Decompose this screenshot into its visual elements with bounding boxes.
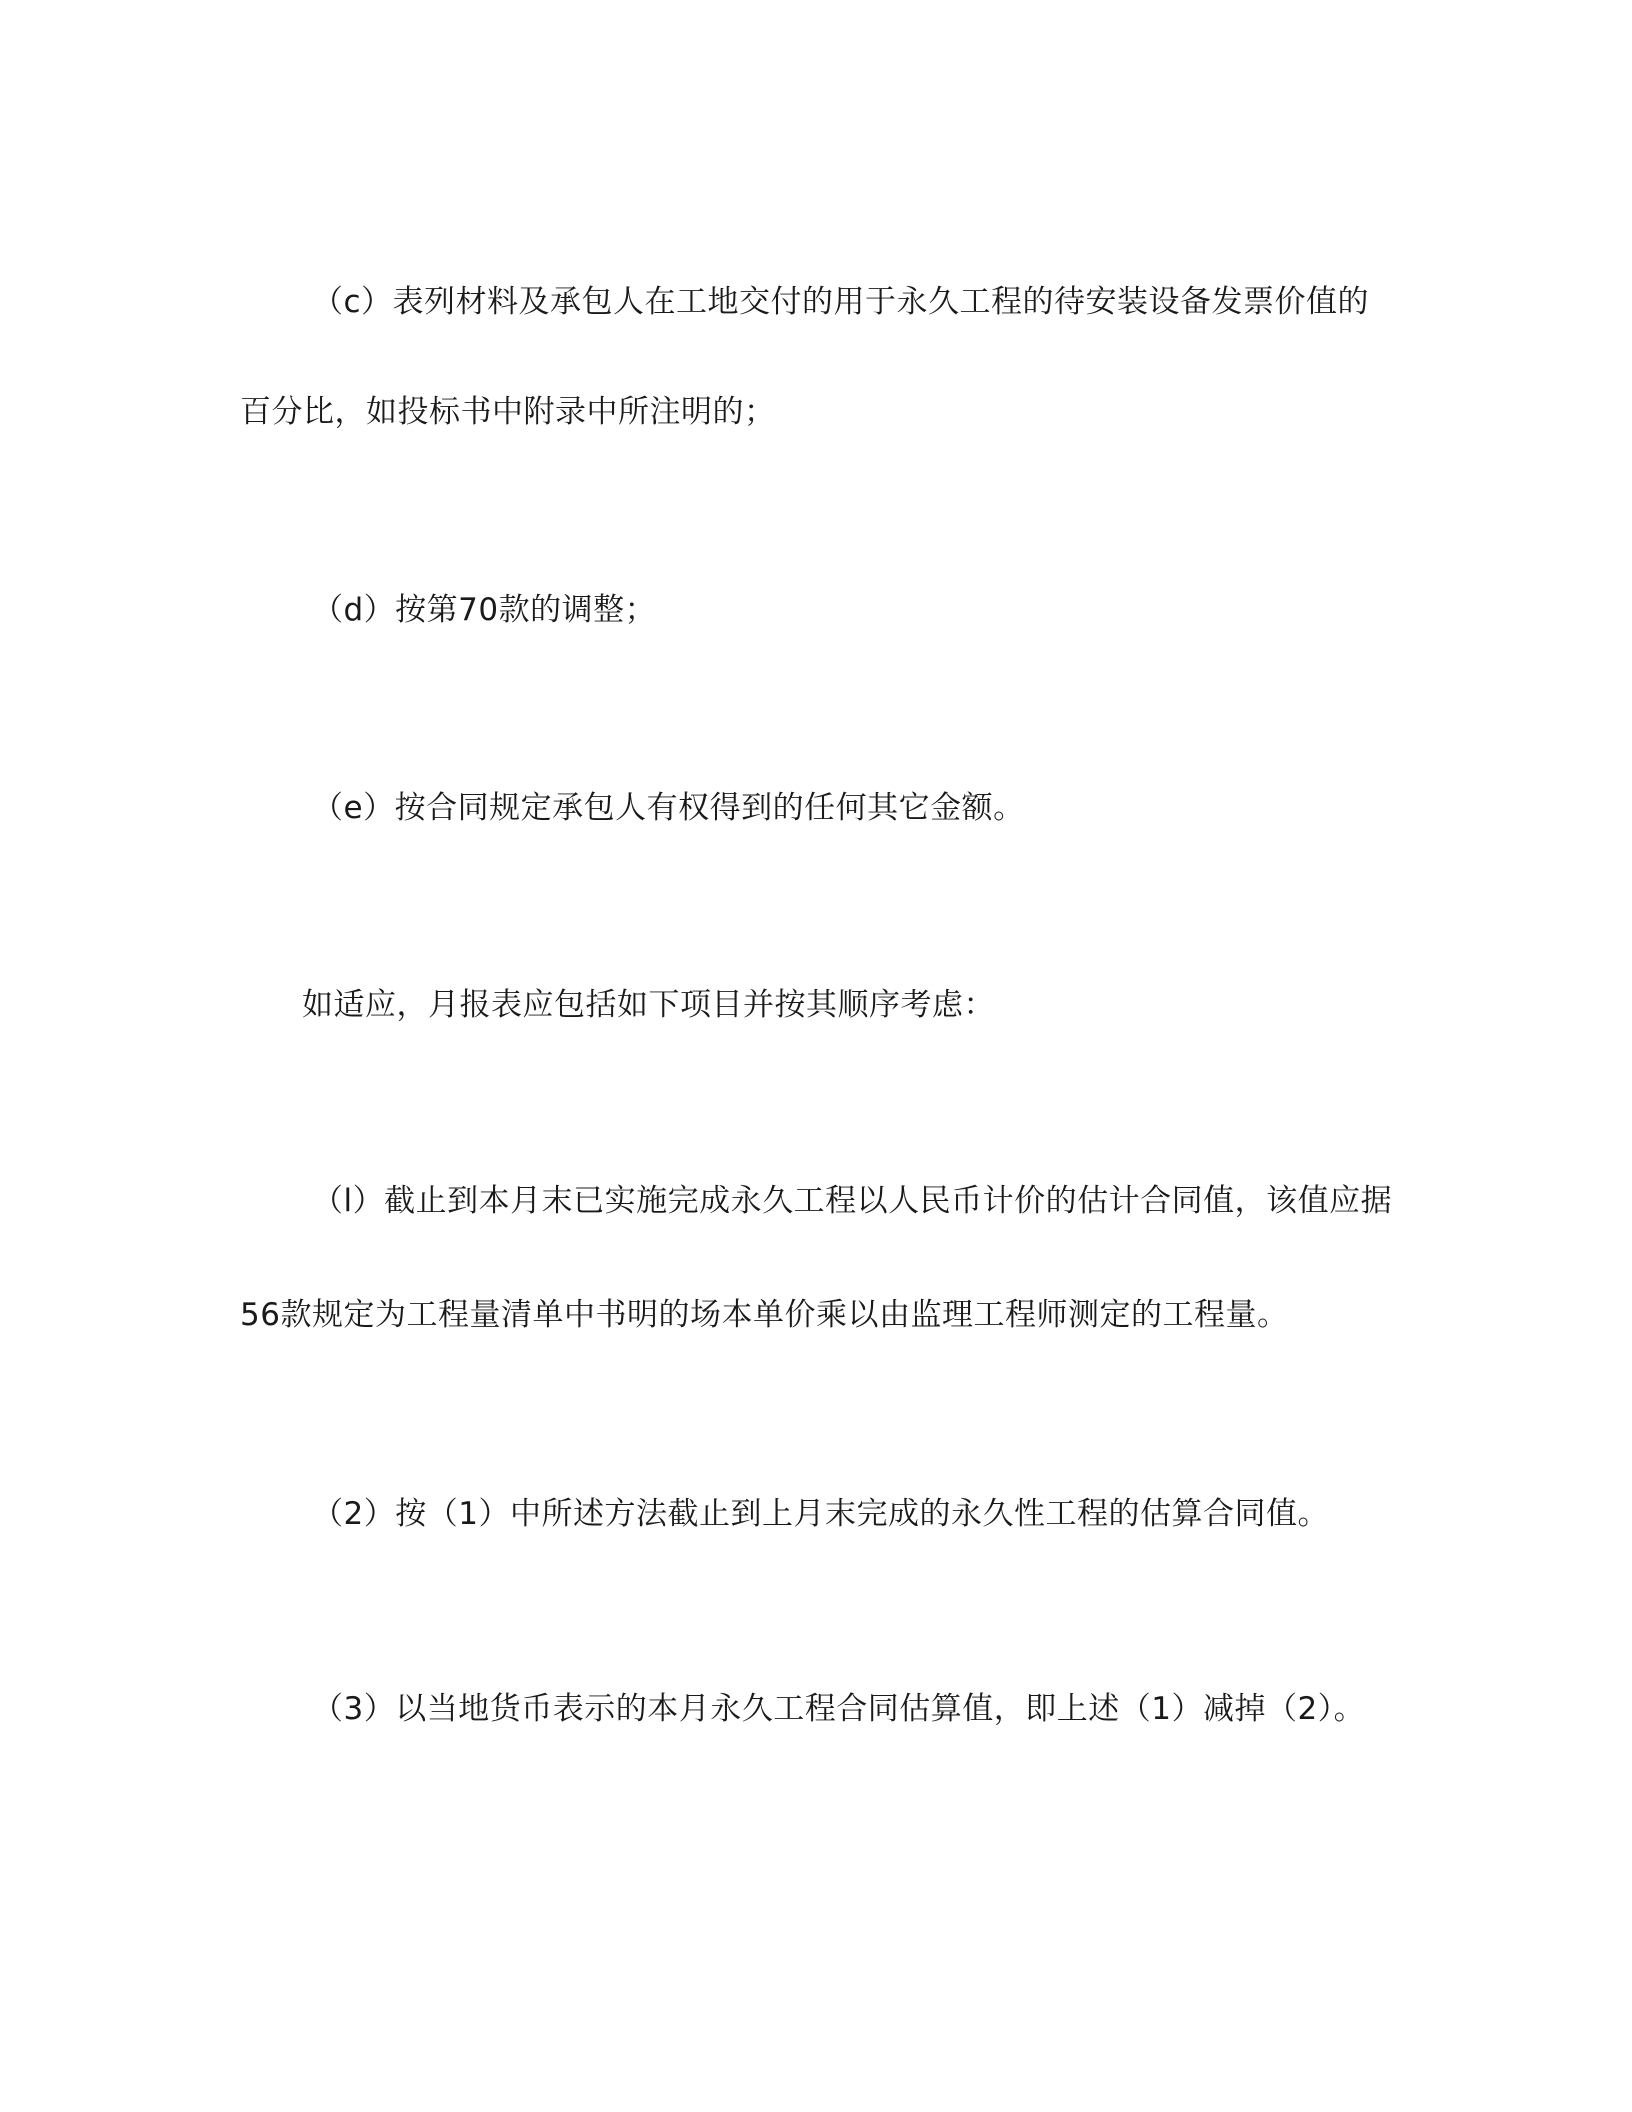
paragraph-1-line-1: （l）截止到本月末已实施完成永久工程以人民币计价的估计合同值，该值应据 [312, 1183, 1393, 1219]
paragraph-1-line-2: 56款规定为工程量清单中书明的场本单价乘以由监理工程师测定的工程量。 [240, 1297, 1289, 1333]
paragraph-d: （d）按第70款的调整； [312, 592, 657, 628]
paragraph-c-line-2: 百分比，如投标书中附录中所注明的； [240, 394, 776, 430]
paragraph-2: （2）按（1）中所述方法截止到上月末完成的永久性工程的估算合同值。 [312, 1496, 1329, 1532]
paragraph-3: （3）以当地货币表示的本月永久工程合同估算值，即上述（1）减掉（2）。 [312, 1691, 1366, 1727]
paragraph-intro: 如适应，月报表应包括如下项目并按其顺序考虑： [302, 987, 995, 1023]
paragraph-e: （e）按合同规定承包人有权得到的任何其它金额。 [312, 790, 1025, 826]
paragraph-c-line-1: （c）表列材料及承包人在工地交付的用于永久工程的待安装设备发票价值的 [312, 284, 1370, 320]
